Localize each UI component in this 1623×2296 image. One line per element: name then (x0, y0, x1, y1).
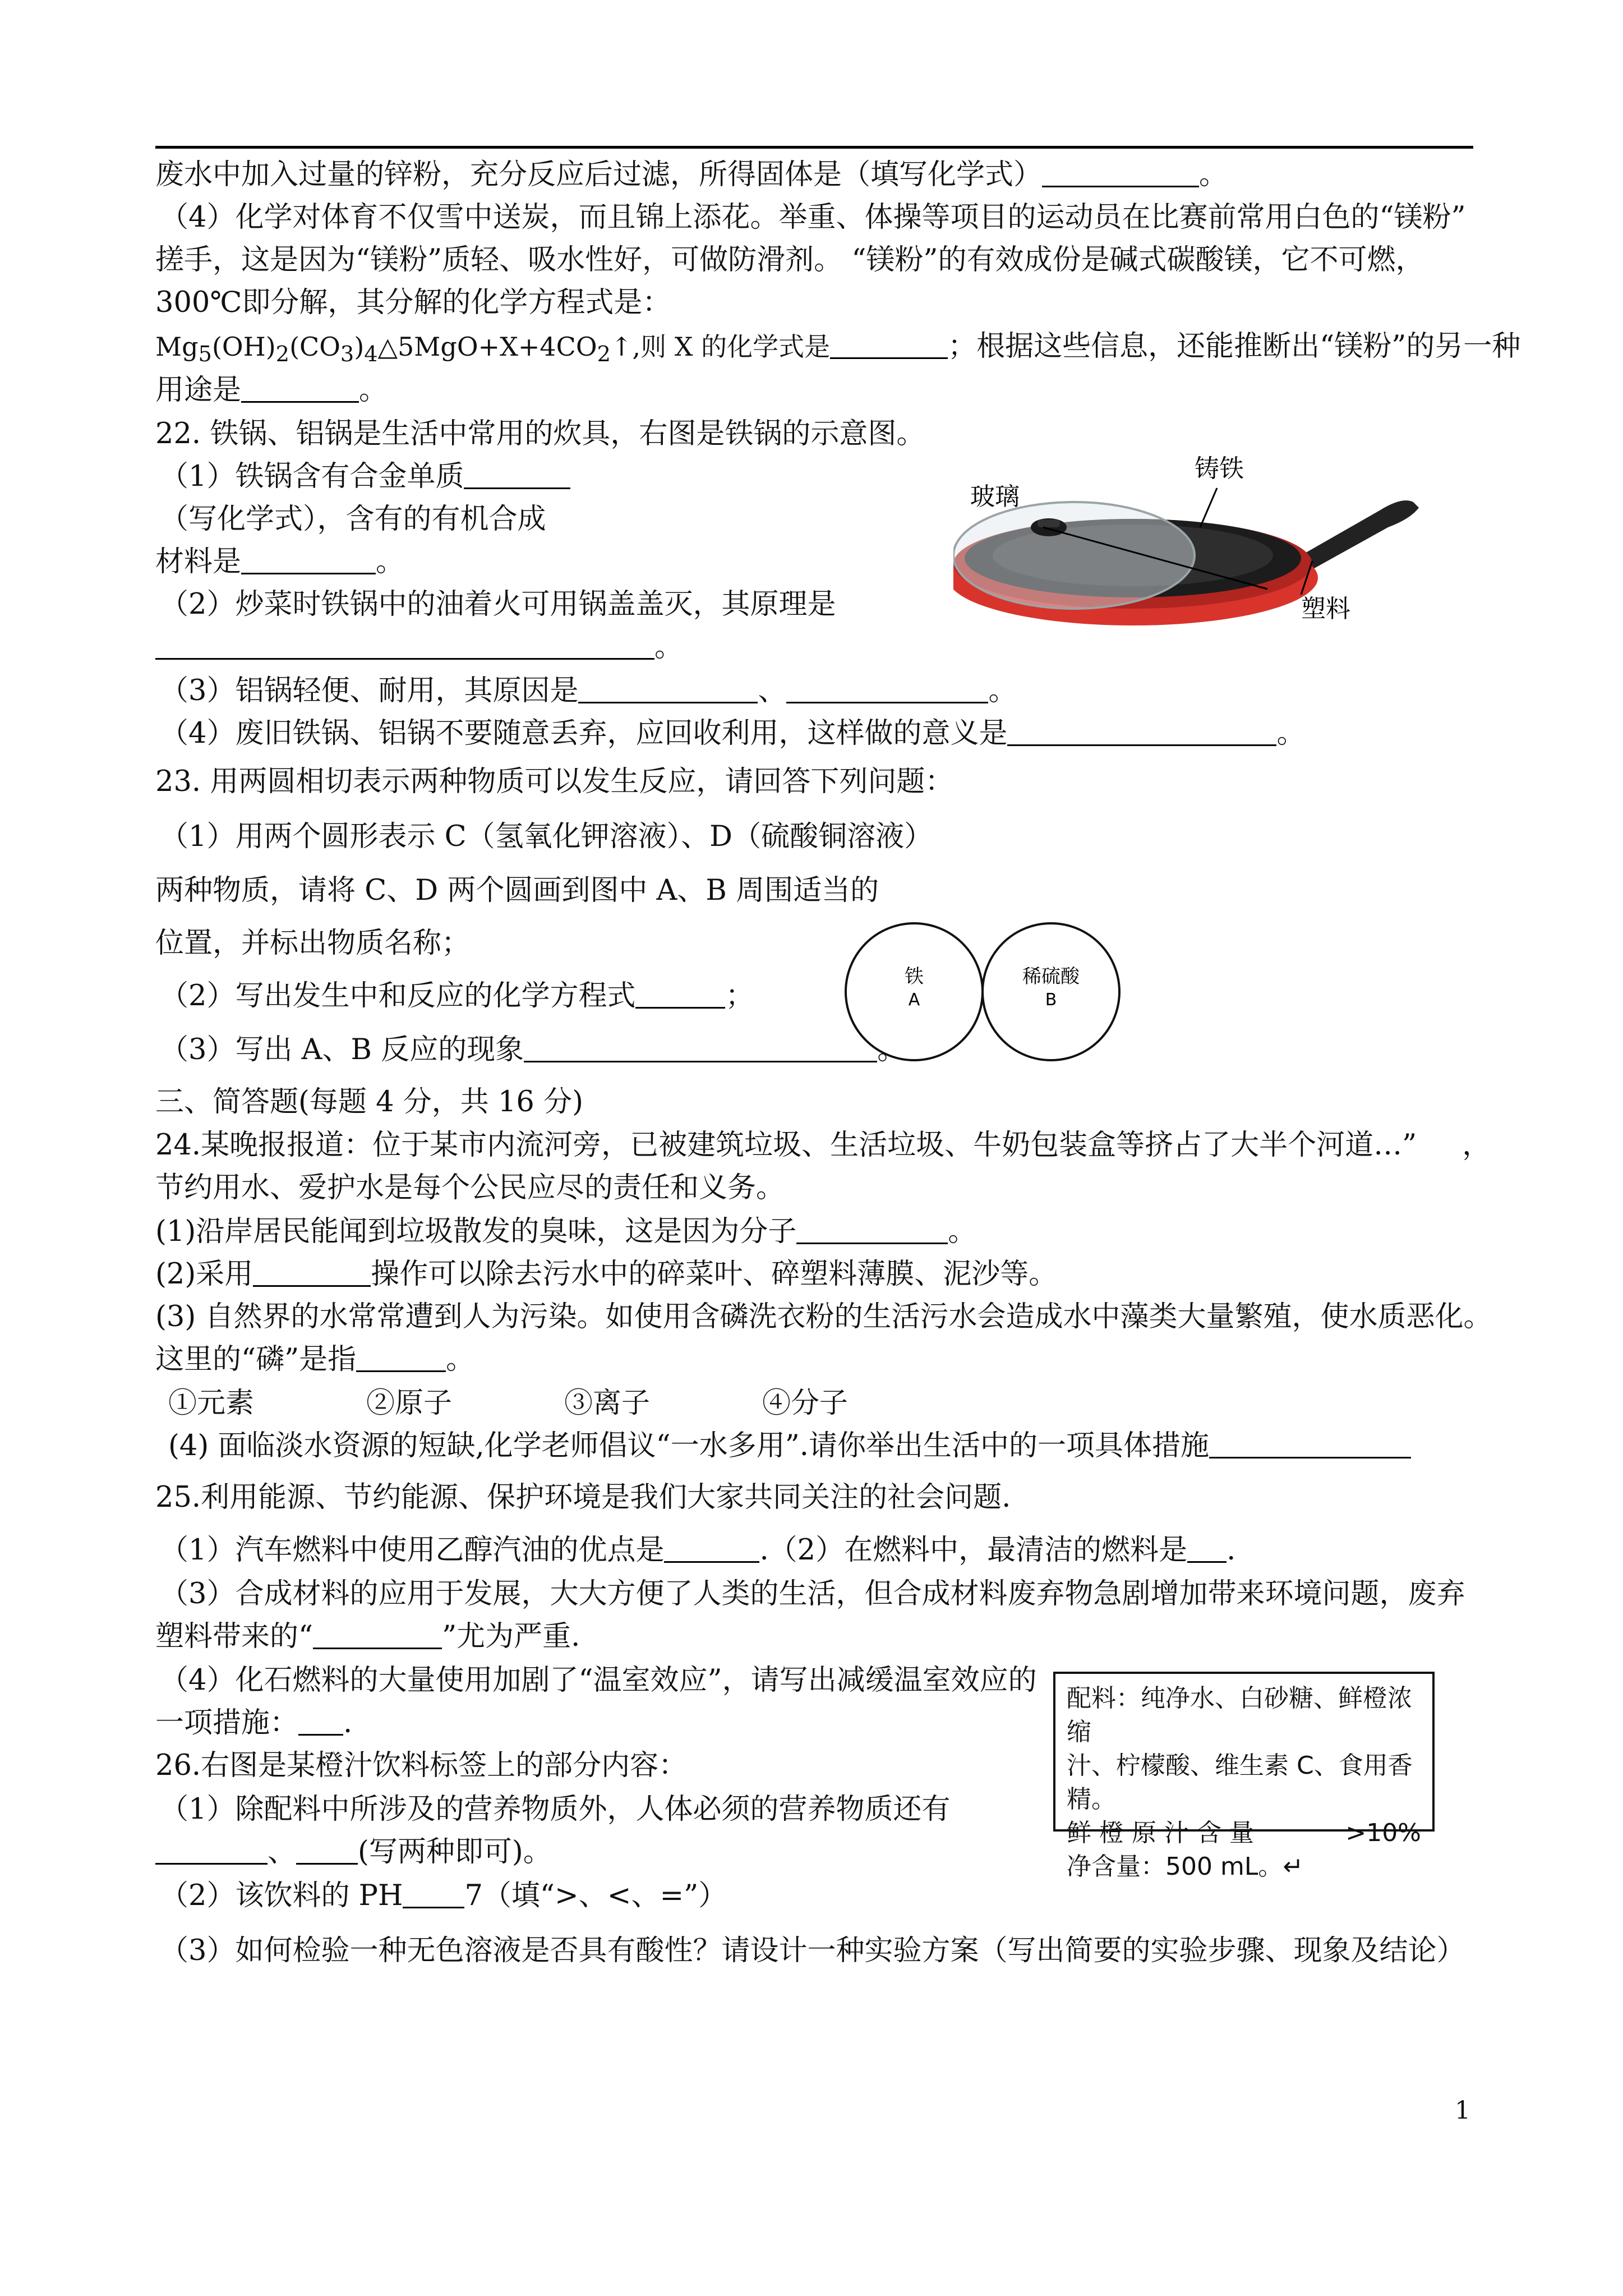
q25-3-line-1: （3）合成材料的应用于发展，大大方便了人类的生活，但合成材料废弃物急剧增加带来环境问题，废弃 (160, 1577, 1465, 1611)
page-number: 1 (1455, 2096, 1470, 2125)
answer-blank[interactable] (403, 1882, 464, 1908)
option-3[interactable]: ③离子 (564, 1387, 651, 1420)
leader-line-iron (1200, 488, 1217, 527)
q22-2-line-1: （2）炒菜时铁锅中的油着火可用锅盖盖灭，其原理是 (160, 588, 836, 621)
answer-blank[interactable] (796, 1218, 948, 1244)
q21-line-1: 废水中加入过量的锌粉，充分反应后过滤，所得固体是（填写化学式） 。 (155, 158, 1228, 191)
q25-4-line-1: （4）化石燃料的大量使用加剧了“温室效应”，请写出减缓温室效应的 (160, 1664, 1037, 1697)
label-cast-iron: 铸铁 (1195, 454, 1244, 483)
q22-stem: 22. 铁锅、铝锅是生活中常用的炊具，右图是铁锅的示意图。 (155, 417, 925, 450)
answer-blank[interactable] (241, 376, 359, 403)
chemical-equation: $Mg_5(OH)_2(CO_3)_4\triangle 5MgO+X+4CO_2↑$,则 X 的化学式是 ；根据这些信息，还能推断出“镁粉”的另一种 (155, 330, 1521, 367)
q23-1-line-1: （1）用两个圆形表示 C（氢氧化钾溶液）、D（硫酸铜溶液） (160, 820, 933, 853)
q23-1-line-3: 位置，并标出物质名称； (155, 927, 471, 960)
label-line-2: 汁、柠檬酸、维生素 C、食用香精。 (1067, 1751, 1413, 1814)
answer-blank[interactable] (524, 1036, 877, 1062)
section-3-heading: 三、简答题(每题 4 分，共 16 分) (155, 1085, 583, 1119)
answer-blank[interactable] (830, 333, 948, 359)
answer-blank[interactable] (1209, 1432, 1411, 1458)
answer-blank[interactable] (155, 633, 654, 660)
circle-b-letter: B (1045, 990, 1057, 1010)
q26-3: （3）如何检验一种无色溶液是否具有酸性？请设计一种实验方案（写出简要的实验步骤、现象及结论） (160, 1934, 1465, 1967)
answer-blank[interactable] (298, 1709, 343, 1736)
q25-stem: 25.利用能源、节约能源、保护环境是我们大家共同关注的社会问题. (155, 1481, 1011, 1514)
answer-blank[interactable] (296, 1838, 358, 1865)
header-rule (155, 146, 1473, 149)
answer-blank[interactable] (241, 548, 376, 574)
answer-blank[interactable] (253, 1260, 371, 1287)
q22-1-line-3: 材料是 。 (155, 545, 405, 578)
q24-1: (1)沿岸居民能闻到垃圾散发的臭味，这是因为分子 。 (155, 1215, 977, 1248)
label-line-4: 净含量：500 mL。↵ (1067, 1852, 1304, 1881)
label-glass: 玻璃 (970, 482, 1020, 511)
option-1[interactable]: ①元素 (168, 1387, 255, 1420)
juice-label-box (1053, 1672, 1435, 1881)
q23-2: （2）写出发生中和反应的化学方程式 ； (160, 979, 754, 1013)
q24-stem-line-1: 24.某晚报报道：位于某市内流河旁，已被建筑垃圾、生活垃圾、牛奶包装盒等挤占了大半个河道…” ， (155, 1129, 1491, 1162)
q22-1-line-2: （写化学式），含有的有机合成 (160, 503, 546, 536)
q23-stem: 23. 用两圆相切表示两种物质可以发生反应，请回答下列问题： (155, 765, 954, 798)
answer-blank[interactable] (1042, 161, 1199, 187)
q26-1-line-1: （1）除配料中所涉及的营养物质外，人体必须的营养物质还有 (160, 1793, 951, 1826)
option-4[interactable]: ④分子 (762, 1387, 849, 1420)
iron-pan-figure (953, 443, 1447, 634)
q22-4: （4）废旧铁锅、铝锅不要随意丢弃，应回收利用，这样做的意义是 。 (160, 717, 1306, 750)
q25-1: （1）汽车燃料中使用乙醇汽油的优点是 .（2）在燃料中，最清洁的燃料是 . (160, 1534, 1236, 1567)
q24-2: (2)采用 操作可以除去污水中的碎菜叶、碎塑料薄膜、泥沙等。 (155, 1258, 1058, 1291)
circle-b-name: 稀硫酸 (1022, 965, 1080, 988)
label-plastic: 塑料 (1301, 595, 1350, 623)
answer-blank[interactable] (635, 982, 725, 1009)
answer-blank[interactable] (313, 1623, 442, 1649)
q25-3-line-2: 塑料带来的“ ”尤为严重. (155, 1620, 580, 1653)
option-2[interactable]: ②原子 (366, 1387, 453, 1420)
q24-stem-line-2: 节约用水、爱护水是每个公民应尽的责任和义务。 (155, 1171, 785, 1204)
q22-1-line-1: （1）铁锅含有合金单质 (160, 460, 570, 494)
q24-3-line-2: 这里的“磷”是指 。 (155, 1343, 475, 1376)
q26-1-line-2: 、 (写两种即可)。 (155, 1835, 552, 1869)
answer-blank[interactable] (356, 1346, 446, 1372)
q25-4-line-2: 一项措施： . (155, 1706, 353, 1740)
answer-blank[interactable] (664, 1536, 759, 1563)
tangent-circles-figure (836, 920, 1138, 1066)
q23-1-line-2: 两种物质，请将 C、D 两个圆画到图中 A、B 周围适当的 (155, 874, 879, 907)
answer-blank[interactable] (155, 1838, 268, 1865)
answer-blank[interactable] (1187, 1536, 1227, 1563)
q21-4-line-3: 300℃即分解，其分解的化学方程式是： (155, 286, 671, 319)
label-line-1: 配料：纯净水、白砂糖、鲜橙浓缩 (1067, 1684, 1412, 1746)
q21-4-line-1: （4）化学对体育不仅雪中送炭，而且锦上添花。举重、体操等项目的运动员在比赛前常用白色的“镁粉” (160, 201, 1466, 234)
answer-blank[interactable] (578, 677, 758, 703)
answer-blank[interactable] (1007, 720, 1276, 746)
q24-4: (4) 面临淡水资源的短缺,化学老师倡议“一水多用”.请你举出生活中的一项具体措施 (168, 1429, 1411, 1463)
answer-blank[interactable] (464, 463, 570, 489)
answer-blank[interactable] (786, 677, 988, 703)
q23-3: （3）写出 A、B 反应的现象 。 (160, 1033, 906, 1066)
circle-a-name: 铁 (905, 965, 924, 988)
q21-4-line-2: 搓手，这是因为“镁粉”质轻、吸水性好，可做防滑剂。 “镁粉”的有效成份是碱式碳酸镁，它不可燃， (155, 243, 1424, 277)
q21-4-line-5: 用途是 。 (155, 374, 388, 407)
q22-3: （3）铝锅轻便、耐用，其原因是 、 。 (160, 674, 1017, 707)
label-line-3: 鲜 橙 原 汁 含 量 >10% (1067, 1819, 1421, 1847)
q26-stem: 26.右图是某橙汁饮料标签上的部分内容： (155, 1749, 688, 1782)
q22-2-line-2: 。 (155, 631, 683, 664)
q24-options (168, 1387, 848, 1420)
q26-2: （2）该饮料的 PH 7（填“>、<、=”） (160, 1879, 727, 1912)
circle-a-letter: A (908, 990, 920, 1010)
q24-3-line-1: (3) 自然界的水常常遭到人为污染。如使用含磷洗衣粉的生活污水会造成水中藻类大量繁殖，使水质恶化。 (155, 1300, 1492, 1333)
